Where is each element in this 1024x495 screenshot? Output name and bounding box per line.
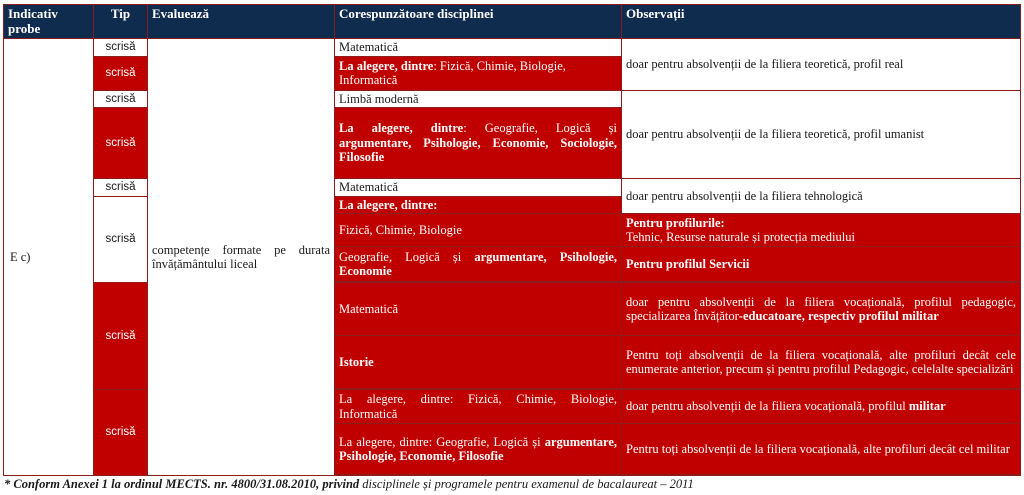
discipline-text: : Geografie, Logică și [463,121,618,136]
observatii-text: doar pentru absolvenții de la filiera vocațională, profilul pedagogic, specializarea Învățător [626,294,1016,323]
discipline-cell: Matematică [335,179,622,197]
tip-cell: scrisă [94,108,148,179]
observatii-cell [622,214,1021,247]
observatii-cell: Pentru toți absolvenții de la filiera vocațională, alte profiluri decât cel militar [622,424,1021,475]
footnote-lead: * Conform Anexei 1 la ordinul MECTS. nr. 4800/31.08.2010, privind [4,477,360,491]
discipline-cell: Limbă modernă [335,90,622,108]
observatii-cell: Pentru toți absolvenții de la filiera vocațională, alte profiluri decât cele enumerate anterior, precum și pentru profilul Pedagogic, celelalte specializări [622,336,1021,389]
discipline-cell [335,56,622,90]
header-evalueaza: Evaluează [148,5,335,39]
observatii-bold-text: -educatoare, respectiv profilul militar [738,309,939,323]
tip-cell: scrisă [94,283,148,390]
observatii-text: Tehnic, Resurse naturale și protecția mediului [626,230,855,244]
observatii-cell: doar pentru absolvenții de la filiera teoretică, profil real [622,39,1021,91]
discipline-bold-text: argumentare, Psihologie, Economie, Sociologie, Filosofie [339,135,617,165]
exam-table [3,4,1021,476]
discipline-bold-text: La alegere, dintre: [339,197,438,212]
observatii-cell: doar pentru absolvenții de la filiera teoretică, profil umanist [622,90,1021,179]
discipline-cell [335,196,622,214]
observatii-text: doar pentru absolvenții de la filiera vocațională, profilul [626,399,906,414]
discipline-cell [335,247,622,282]
discipline-text: La alegere, dintre: Geografie, Logică și [339,434,541,449]
observatii-bold-text: Pentru profilul Servicii [626,256,750,271]
table-row [4,39,1021,57]
discipline-bold-text: argumentare, Psihologie, Economie [339,249,618,278]
discipline-bold-text: Istorie [339,354,374,369]
observatii-bold-text: Pentru profilurile: [626,215,725,230]
observatii-cell [622,283,1021,336]
filler-cell [335,475,622,476]
header-indicativ: Indicativ probe [4,5,94,39]
tip-cell: scrisă [94,390,148,476]
observatii-bold-text: militar [908,399,946,414]
header-observatii: Observații [622,5,1021,39]
table-header [4,5,1021,39]
header-tip: Tip [94,5,148,39]
filler-cell [622,475,1021,476]
tip-cell: scrisă [94,196,148,283]
discipline-bold-text: La alegere, dintre [339,58,434,73]
discipline-bold-text: argumentare, Psihologie, Economie, Filosofie [339,434,618,463]
discipline-cell: Matematică [335,283,622,336]
discipline-cell [335,108,622,179]
observatii-cell [622,390,1021,424]
tip-cell: scrisă [94,179,148,197]
discipline-text: Geografie, Logică și [339,249,462,264]
indicativ-cell: E c) [4,39,94,476]
tip-cell: scrisă [94,39,148,57]
tip-cell: scrisă [94,90,148,108]
discipline-text: : Fizică, Chimie, Biologie, Informatică [339,58,566,87]
observatii-cell: doar pentru absolvenții de la filiera tehnologică [622,179,1021,214]
discipline-bold-text: La alegere, dintre [339,121,464,136]
discipline-cell: Matematică [335,39,622,57]
discipline-cell: Fizică, Chimie, Biologie [335,214,622,247]
footnote [3,477,1020,492]
footnote-rest: disciplinele și programele pentru examenul de bacalaureat – 2011 [362,477,694,491]
observatii-cell [622,247,1021,282]
discipline-cell [335,336,622,389]
header-discipline: Corespunzătoare disciplinei [335,5,622,39]
discipline-cell [335,424,622,475]
tip-cell: scrisă [94,56,148,90]
discipline-cell: La alegere, dintre: Fizică, Chimie, Biologie, Informatică [335,390,622,424]
document-page [3,4,1020,492]
evaluare-cell: competențe formate pe durata învățământului liceal [148,39,335,476]
